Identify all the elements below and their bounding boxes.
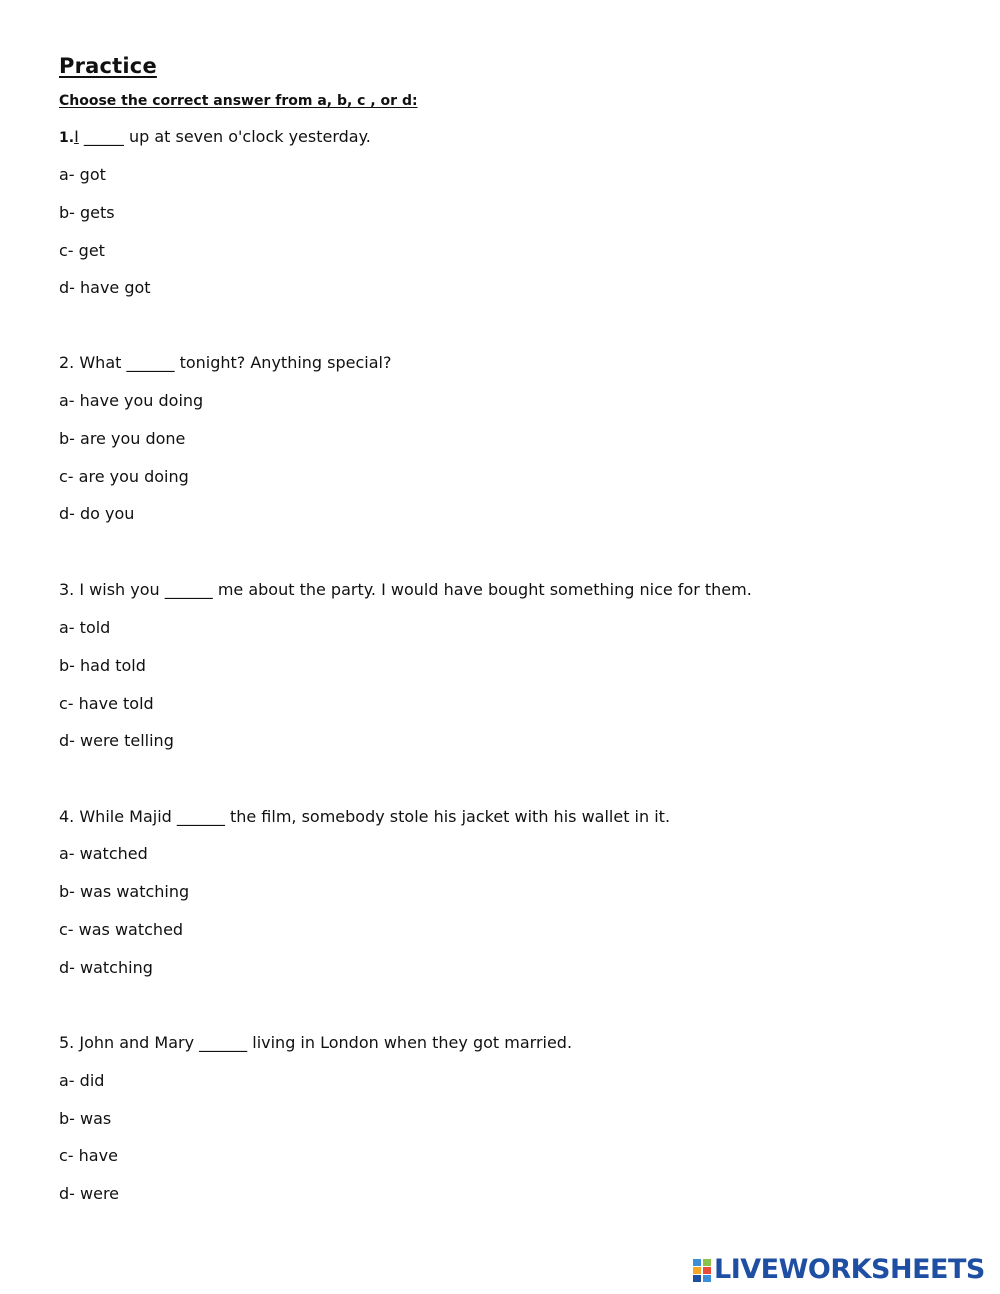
question-1-option-b[interactable]: b- gets [59,203,115,222]
question-2-option-d[interactable]: d- do you [59,504,135,523]
instructions: Choose the correct answer from a, b, c , or d: [59,93,418,109]
question-1-text: _____ up at seven o'clock yesterday. [78,127,371,146]
question-2-prompt: 2. What ______ tonight? Anything special? [59,353,392,372]
question-4-option-d[interactable]: d- watching [59,958,153,977]
question-4-option-a[interactable]: a- watched [59,844,148,863]
question-1-option-c[interactable]: c- get [59,241,105,260]
question-5-option-b[interactable]: b- was [59,1109,112,1128]
question-4-option-b[interactable]: b- was watching [59,882,190,901]
question-3-option-b[interactable]: b- had told [59,656,146,675]
question-5-prompt: 5. John and Mary ______ living in London when they got married. [59,1033,573,1052]
liveworksheets-wordmark: LIVEWORKSHEETS [714,1254,985,1285]
question-3-option-c[interactable]: c- have told [59,694,154,713]
question-4-option-c[interactable]: c- was watched [59,920,184,939]
question-1-prompt [59,127,371,148]
question-5-option-d[interactable]: d- were [59,1184,120,1203]
question-5-option-a[interactable]: a- did [59,1071,105,1090]
question-1-option-a[interactable]: a- got [59,165,106,184]
question-1-option-d[interactable]: d- have got [59,278,151,297]
question-2-option-a[interactable]: a- have you doing [59,391,204,410]
question-3-option-a[interactable]: a- told [59,618,111,637]
question-2-option-c[interactable]: c- are you doing [59,467,189,486]
question-1-subject: I [74,127,79,146]
question-5-option-c[interactable]: c- have [59,1146,118,1165]
page-title: Practice [59,54,157,78]
liveworksheets-logo [692,1255,985,1285]
question-4-prompt: 4. While Majid ______ the film, somebody stole his jacket with his wallet in it. [59,807,671,826]
question-3-option-d[interactable]: d- were telling [59,731,174,750]
question-2-option-b[interactable]: b- are you done [59,429,186,448]
liveworksheets-blocks-icon [692,1257,712,1283]
question-3-prompt: 3. I wish you ______ me about the party. I would have bought something nice for them. [59,580,752,599]
question-1-number: 1. [59,130,75,146]
